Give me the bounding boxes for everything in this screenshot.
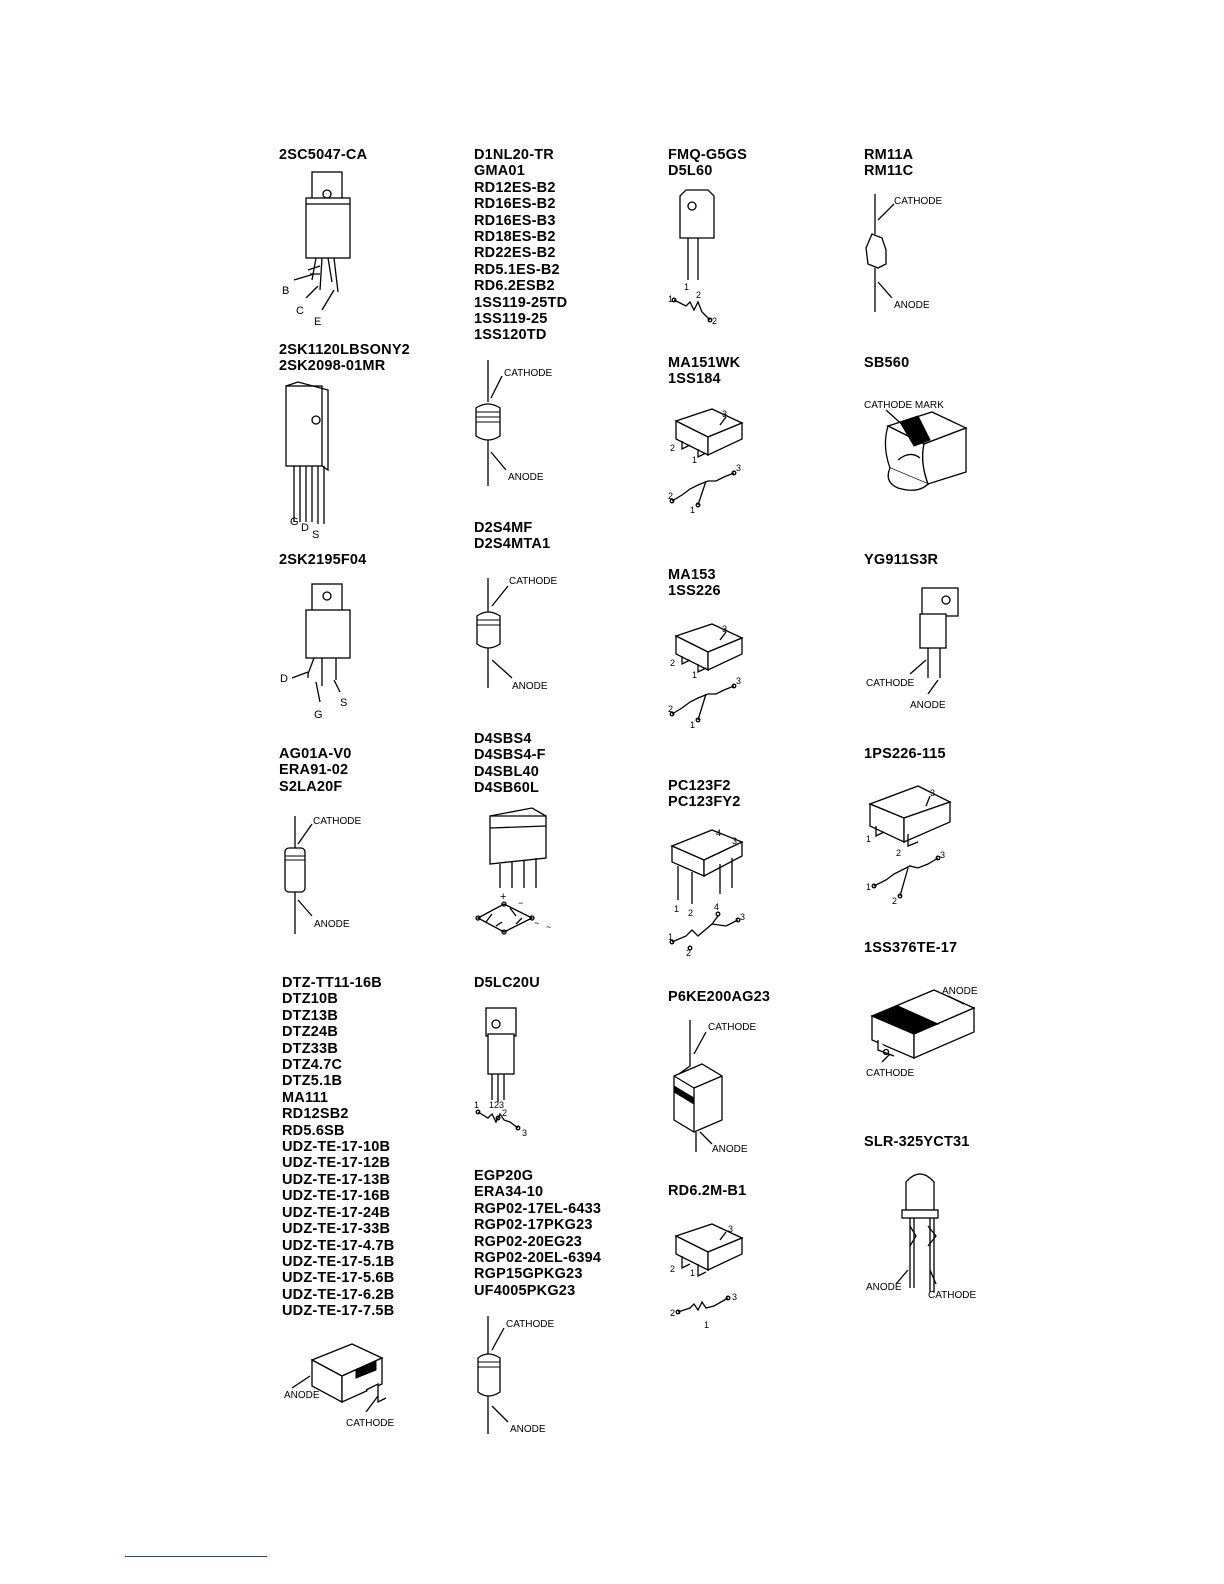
svg-text:3: 3 (930, 788, 936, 798)
svg-text:3: 3 (728, 1224, 734, 1234)
part-number: DTZ-TT11-16B (282, 975, 382, 991)
part-number: D2S4MTA1 (474, 536, 551, 553)
svg-text:D: D (301, 522, 309, 534)
part-number: DTZ4.7C (282, 1057, 343, 1074)
axial-diode-icon (474, 1312, 574, 1442)
part-group-18 (864, 355, 909, 371)
svg-text:D: D (280, 673, 288, 685)
svg-text:3: 3 (940, 850, 946, 860)
part-number: S2LA20F (279, 778, 343, 795)
part-group-15 (668, 989, 770, 1005)
svg-text:4: 4 (716, 828, 722, 838)
part-number: FMQ-G5GS (668, 147, 747, 163)
sot23-package-icon (668, 1220, 748, 1332)
part-number: YG911S3R (864, 552, 939, 568)
part-group-11 (668, 147, 747, 180)
svg-text:1: 1 (866, 882, 872, 892)
part-number: UDZ-TE-17-6.2B (282, 1286, 395, 1303)
smd-diode-icon (282, 1336, 412, 1436)
svg-text:2: 2 (712, 316, 718, 326)
svg-text:CATHODE: CATHODE (866, 678, 915, 689)
part-number: UDZ-TE-17-16B (282, 1188, 391, 1205)
part-number: 2SC5047-CA (279, 147, 368, 163)
svg-text:C: C (296, 305, 304, 317)
part-group-2 (279, 342, 410, 375)
svg-text:B: B (282, 285, 290, 297)
svg-text:~: ~ (546, 922, 552, 932)
to220-transistor-icon (278, 582, 368, 722)
part-number: RD12ES-B2 (474, 179, 556, 196)
part-number: D2S4MF (474, 520, 533, 536)
svg-text:CATHODE: CATHODE (894, 196, 943, 207)
part-group-9 (474, 975, 540, 991)
part-number: RGP02-17PKG23 (474, 1217, 593, 1234)
part-number: UDZ-TE-17-4.7B (282, 1237, 395, 1254)
svg-text:ANODE: ANODE (512, 681, 548, 692)
part-number: 1SS120TD (474, 327, 547, 344)
part-number: MA153 (668, 567, 716, 583)
to220-transistor-icon (668, 188, 728, 328)
part-number: MA151WK (668, 355, 741, 371)
svg-text:E: E (314, 316, 322, 328)
part-number: UDZ-TE-17-24B (282, 1204, 391, 1221)
part-number: D1NL20-TR (474, 147, 554, 163)
part-number: 1SS376TE-17 (864, 940, 958, 956)
part-number: DTZ10B (282, 991, 338, 1008)
part-number: 1SS184 (668, 371, 721, 388)
svg-text:~: ~ (534, 918, 540, 928)
part-number: RD12SB2 (282, 1106, 349, 1123)
svg-text:G: G (314, 709, 323, 721)
part-number: RD6.2M-B1 (668, 1183, 747, 1199)
svg-text:S: S (340, 697, 348, 709)
sot23-package-icon (864, 782, 954, 912)
part-group-19 (864, 552, 938, 568)
part-number: SLR-325YCT31 (864, 1134, 970, 1150)
to220-transistor-icon (474, 1006, 544, 1138)
svg-text:1: 1 (690, 720, 696, 730)
svg-text:2: 2 (670, 443, 676, 453)
svg-text:4: 4 (714, 902, 720, 912)
svg-text:123: 123 (489, 1100, 505, 1110)
svg-text:2: 2 (688, 908, 694, 918)
part-group-20 (864, 746, 946, 762)
part-number: DTZ24B (282, 1024, 338, 1041)
part-group-22 (864, 1134, 970, 1150)
svg-text:2: 2 (892, 896, 898, 906)
svg-text:3: 3 (736, 676, 742, 686)
svg-text:1: 1 (692, 455, 698, 465)
part-number: 2SK2098-01MR (279, 358, 386, 375)
part-number: PC123F2 (668, 778, 731, 794)
part-group-12 (668, 355, 740, 388)
part-number: D4SBS4 (474, 731, 532, 747)
part-number: ERA91-02 (279, 762, 349, 779)
svg-text:ANODE: ANODE (910, 700, 946, 711)
svg-text:ANODE: ANODE (866, 1282, 902, 1293)
svg-text:3: 3 (732, 836, 738, 846)
part-number: UDZ-TE-17-5.6B (282, 1270, 395, 1287)
part-number: RD22ES-B2 (474, 245, 556, 262)
part-number: UDZ-TE-17-13B (282, 1171, 391, 1188)
svg-text:S: S (312, 529, 320, 541)
led-icon (864, 1166, 976, 1306)
part-group-14 (668, 778, 741, 811)
part-number: 1SS119-25TD (474, 294, 568, 311)
svg-text:2: 2 (668, 491, 674, 501)
part-number: RM11A (864, 147, 914, 163)
part-number: 1SS226 (668, 583, 721, 600)
svg-text:CATHODE: CATHODE (313, 816, 362, 827)
part-number: D4SBS4-F (474, 747, 546, 764)
svg-text:3: 3 (740, 912, 746, 922)
svg-text:CATHODE: CATHODE (866, 1068, 915, 1079)
part-number: RD5.1ES-B2 (474, 261, 560, 278)
part-number: RGP02-17EL-6433 (474, 1200, 602, 1217)
svg-text:2: 2 (686, 948, 692, 958)
part-group-5 (282, 975, 394, 1320)
part-number: D5L60 (668, 163, 713, 180)
svg-text:1: 1 (692, 670, 698, 680)
part-number: UDZ-TE-17-10B (282, 1139, 391, 1156)
svg-text:CATHODE: CATHODE (928, 1290, 977, 1301)
axial-diode-icon (862, 190, 962, 316)
part-number: D4SB60L (474, 780, 540, 797)
part-number: UDZ-TE-17-7.5B (282, 1303, 395, 1320)
to3p-transistor-icon (280, 382, 350, 542)
svg-text:CATHODE: CATHODE (509, 576, 558, 587)
part-group-16 (668, 1183, 746, 1199)
part-number: MA111 (282, 1089, 329, 1106)
smd-diode-icon (862, 396, 972, 498)
svg-text:1: 1 (668, 932, 674, 942)
svg-text:2: 2 (696, 290, 702, 300)
part-number: DTZ5.1B (282, 1073, 343, 1090)
to220-transistor-icon (864, 584, 964, 712)
footer-rule (125, 1556, 267, 1557)
svg-text:2: 2 (670, 658, 676, 668)
part-number: D5LC20U (474, 975, 540, 991)
part-number: RM11C (864, 163, 914, 180)
svg-text:CATHODE: CATHODE (506, 1319, 555, 1330)
axial-diode-icon (472, 572, 572, 692)
part-group-1 (279, 147, 367, 163)
svg-text:2: 2 (670, 1264, 676, 1274)
part-number: DTZ33B (282, 1040, 338, 1057)
part-number: AG01A-V0 (279, 746, 352, 762)
svg-text:−: − (518, 898, 524, 908)
svg-text:1: 1 (704, 1320, 710, 1330)
svg-text:3: 3 (722, 624, 728, 634)
svg-text:1: 1 (690, 505, 696, 515)
part-number: RD5.6SB (282, 1122, 345, 1139)
to220-transistor-icon (280, 170, 370, 330)
part-number: ERA34-10 (474, 1184, 544, 1201)
svg-text:3: 3 (732, 1292, 738, 1302)
part-number: SB560 (864, 355, 910, 371)
part-number: UDZ-TE-17-5.1B (282, 1253, 395, 1270)
svg-text:+: + (500, 891, 507, 903)
svg-text:2: 2 (670, 1308, 676, 1318)
part-number: GMA01 (474, 163, 525, 180)
svg-text:ANODE: ANODE (942, 986, 978, 997)
svg-text:CATHODE: CATHODE (504, 368, 553, 379)
sot23-package-icon (668, 405, 748, 517)
part-number: UDZ-TE-17-33B (282, 1221, 391, 1238)
part-number: RD16ES-B2 (474, 196, 556, 213)
part-number: RD16ES-B3 (474, 212, 556, 229)
part-group-3 (279, 552, 366, 568)
svg-text:ANODE: ANODE (508, 472, 544, 483)
svg-text:CATHODE MARK: CATHODE MARK (864, 400, 944, 411)
svg-text:CATHODE: CATHODE (346, 1418, 395, 1429)
svg-text:2: 2 (896, 848, 902, 858)
svg-text:3: 3 (736, 463, 742, 473)
part-group-6 (474, 147, 567, 344)
svg-text:ANODE: ANODE (712, 1144, 748, 1155)
bridge-rectifier-icon (470, 808, 570, 946)
part-number: UDZ-TE-17-12B (282, 1155, 391, 1172)
part-number: RD18ES-B2 (474, 229, 556, 246)
svg-text:ANODE: ANODE (510, 1424, 546, 1435)
axial-diode-icon (280, 812, 370, 937)
part-group-8 (474, 731, 546, 797)
svg-text:1: 1 (474, 1100, 480, 1110)
svg-text:ANODE: ANODE (314, 919, 350, 930)
part-number: D4SBL40 (474, 763, 540, 780)
part-number: RGP02-20EL-6394 (474, 1250, 602, 1267)
part-group-7 (474, 520, 550, 553)
axial-diode-icon (470, 356, 570, 491)
part-group-10 (474, 1168, 601, 1299)
part-number: 2SK1120LBSONY2 (279, 342, 410, 358)
part-number: 2SK2195F04 (279, 552, 367, 568)
svg-text:3: 3 (522, 1128, 528, 1138)
svg-text:1: 1 (684, 282, 690, 292)
part-number: UF4005PKG23 (474, 1282, 576, 1299)
part-number: DTZ13B (282, 1007, 338, 1024)
part-number: RD6.2ESB2 (474, 278, 555, 295)
svg-text:G: G (290, 516, 299, 528)
part-group-4 (279, 746, 352, 795)
svg-text:1: 1 (690, 1268, 696, 1278)
part-group-17 (864, 147, 913, 180)
part-number: 1SS119-25 (474, 311, 548, 328)
part-number: RGP02-20EG23 (474, 1233, 582, 1250)
svg-text:ANODE: ANODE (284, 1390, 320, 1401)
svg-text:1: 1 (674, 904, 680, 914)
part-number: P6KE200AG23 (668, 989, 771, 1005)
svg-text:ANODE: ANODE (894, 300, 930, 311)
part-number: RGP15GPKG23 (474, 1266, 583, 1283)
svg-text:2: 2 (668, 704, 674, 714)
svg-text:CATHODE: CATHODE (708, 1022, 757, 1033)
svg-text:3: 3 (722, 409, 728, 419)
svg-text:1: 1 (668, 294, 674, 304)
svg-text:1: 1 (866, 834, 872, 844)
dip4-optocoupler-icon (668, 824, 748, 956)
part-number: 1PS226-115 (864, 746, 946, 762)
axial-diode-icon (668, 1016, 778, 1156)
sot23-package-icon (668, 620, 748, 732)
part-group-21 (864, 940, 957, 956)
svg-text:2: 2 (502, 1108, 508, 1118)
part-number: EGP20G (474, 1168, 534, 1184)
part-number: PC123FY2 (668, 794, 741, 811)
smd-diode-icon (864, 982, 984, 1078)
part-group-13 (668, 567, 721, 600)
